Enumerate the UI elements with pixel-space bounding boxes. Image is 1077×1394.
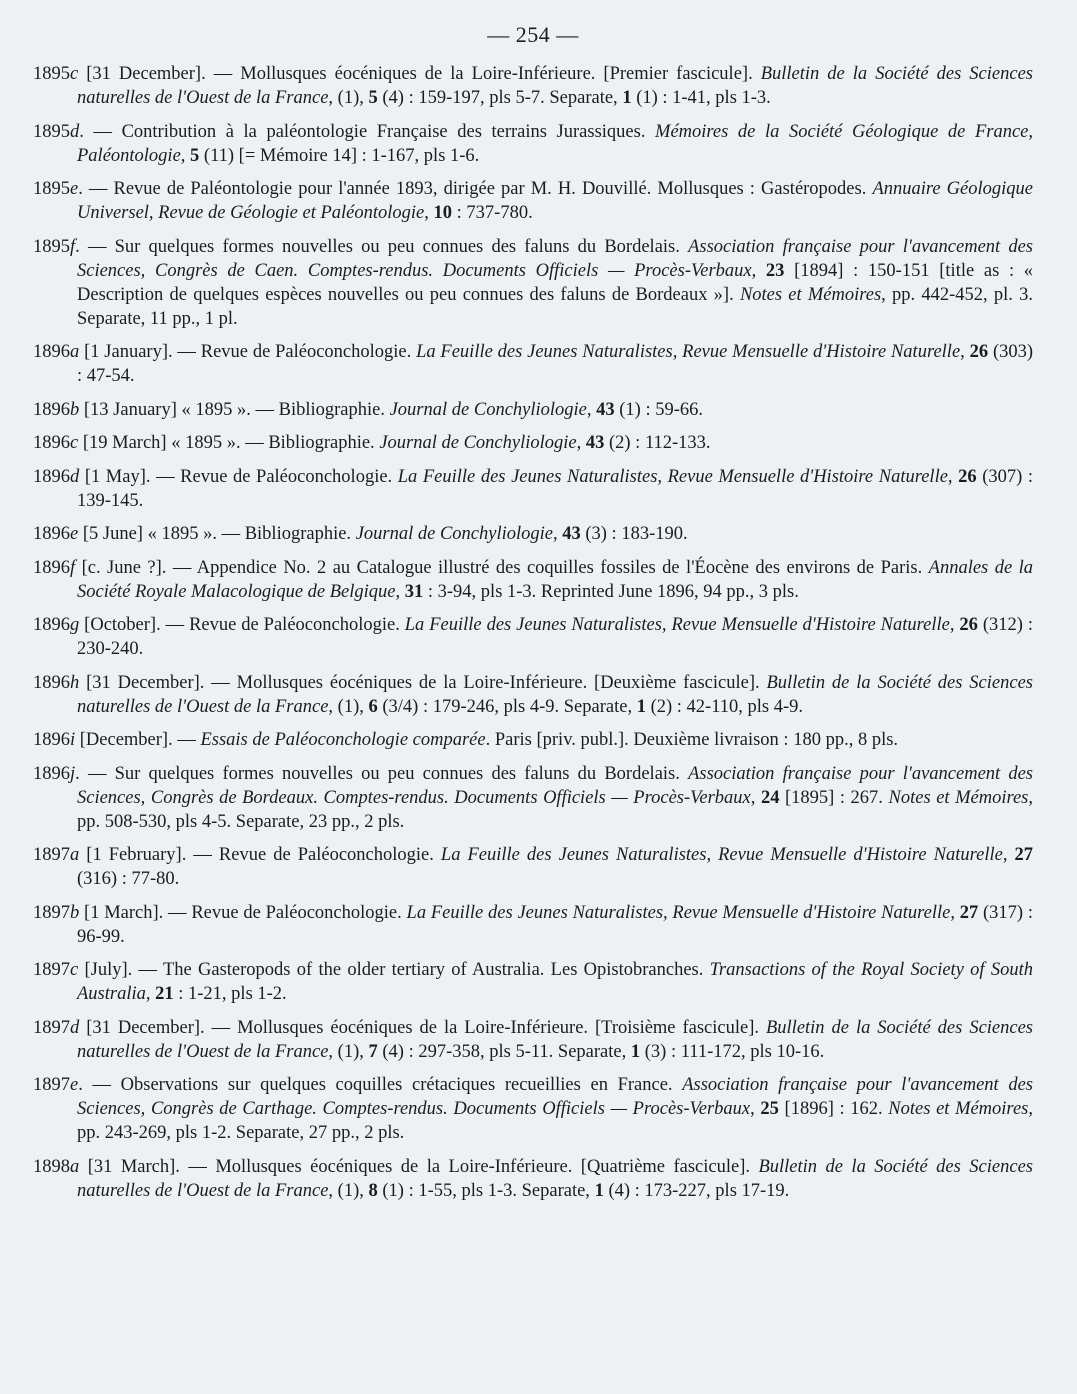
volume-number: 25 xyxy=(760,1099,779,1119)
volume-number: 27 xyxy=(959,902,979,923)
entry-text: , xyxy=(395,581,405,602)
italic-text: Association française pour l'avancement des Sciences, Congrès de Caen. Comptes-rendus. Documents Officiels — Procès-Verbaux xyxy=(77,236,1034,281)
volume-number: 27 xyxy=(1014,845,1033,865)
volume-number: 24 xyxy=(760,787,780,808)
entry-text: , xyxy=(180,145,191,166)
entry-text: [13 January] « 1895 ». — Bibliographie. xyxy=(79,399,390,420)
volume-number: 1 xyxy=(636,696,646,717)
italic-text: Notes et Mémoires xyxy=(888,1099,1029,1119)
bibliography-entry-1896j xyxy=(33,762,1033,834)
volume-number: 26 xyxy=(969,342,989,362)
entry-text: [July]. — The Gasteropods of the older tertiary of Australia. Les Opistobranches. xyxy=(78,960,710,980)
entry-text: (3) : 111-172, pls 10-16. xyxy=(640,1041,825,1062)
italic-text: b xyxy=(70,902,80,923)
italic-text: e xyxy=(70,179,79,199)
entry-text: [c. June ?]. — Appendice No. 2 au Catalogue illustré des coquilles fossiles de l'Éocène des environs de Paris. xyxy=(75,557,929,578)
entry-text: (317) : 96-99. xyxy=(77,902,1033,947)
entry-text: 1896 xyxy=(33,730,70,750)
entry-text: (1) : 1-55, pls 1-3. Separate, xyxy=(377,1180,595,1201)
entry-text: : 1-21, pls 1-2. xyxy=(173,984,287,1004)
bibliography-entry-1896h xyxy=(33,671,1033,719)
italic-text: Bulletin de la Société des Sciences naturelles de l'Ouest de la France xyxy=(77,672,1033,717)
italic-text: Journal de Conchyliologie xyxy=(379,433,577,453)
bibliography-entry-1896b xyxy=(33,398,1033,422)
italic-text: h xyxy=(70,672,80,693)
entry-text: 1896 xyxy=(33,557,70,578)
italic-text: Notes et Mémoires xyxy=(888,787,1029,808)
bibliography-entry-1895c xyxy=(33,62,1033,110)
italic-text: e xyxy=(70,524,79,544)
italic-text: e xyxy=(70,1075,79,1095)
entry-text: . — Observations sur quelques coquilles crétaciques recueillies en France. xyxy=(78,1075,683,1095)
bibliography-entry-1896g xyxy=(33,613,1033,661)
italic-text: La Feuille des Jeunes Naturalistes, Revue Mensuelle d'Histoire Naturelle xyxy=(440,845,1003,865)
entry-text: . — Sur quelques formes nouvelles ou peu connues des faluns du Bordelais. xyxy=(75,236,689,257)
entry-text: , xyxy=(949,615,960,635)
entry-text: (2) : 42-110, pls 4-9. xyxy=(645,696,804,717)
italic-text: a xyxy=(70,342,80,362)
entry-text: 1896 xyxy=(33,342,70,362)
entry-text: [1 May]. — Revue de Paléoconchologie. xyxy=(79,466,398,487)
entry-text: , (1), xyxy=(328,88,369,108)
italic-text: c xyxy=(70,64,79,84)
italic-text: Annuaire Géologique Universel, Revue de Géologie et Paléontologie xyxy=(77,179,1033,223)
volume-number: 8 xyxy=(368,1180,378,1201)
entry-text: , xyxy=(950,902,960,923)
italic-text: Association française pour l'avancement des Sciences, Congrès de Carthage. Comptes-rendus. Documents Officiels — Procès-Verbaux xyxy=(77,1075,1033,1119)
entry-text: 1895 xyxy=(33,236,70,257)
volume-number: 5 xyxy=(368,88,378,108)
entry-text: (1) : 1-41, pls 1-3. xyxy=(631,88,771,108)
entry-text: , xyxy=(750,1099,761,1119)
entry-text: (1) : 59-66. xyxy=(614,399,704,420)
volume-number: 7 xyxy=(368,1041,378,1062)
italic-text: Transactions of the Royal Society of South Australia xyxy=(77,960,1033,1004)
entry-text: 1896 xyxy=(33,672,70,693)
italic-text: La Feuille des Jeunes Naturalistes, Revue Mensuelle d'Histoire Naturelle xyxy=(404,615,950,635)
italic-text: La Feuille des Jeunes Naturalistes, Revue Mensuelle d'Histoire Naturelle xyxy=(397,466,948,487)
entry-text: . — Revue de Paléontologie pour l'année 1893, dirigée par M. H. Douvillé. Mollusques : Gastéropodes. xyxy=(78,179,873,199)
entry-text: 1896 xyxy=(33,399,70,420)
bibliography-entry-1897e xyxy=(33,1073,1033,1145)
entry-text: . — Contribution à la paléontologie Française des terrains Jurassiques. xyxy=(79,121,656,142)
volume-number: 43 xyxy=(562,524,581,544)
italic-text: La Feuille des Jeunes Naturalistes, Revue Mensuelle d'Histoire Naturelle xyxy=(416,342,961,362)
italic-text: La Feuille des Jeunes Naturalistes, Revue Mensuelle d'Histoire Naturelle xyxy=(406,902,951,923)
entry-text: [1 March]. — Revue de Paléoconchologie. xyxy=(79,902,407,923)
entry-text: 1895 xyxy=(33,179,70,199)
entry-text: (4) : 297-358, pls 5-11. Separate, xyxy=(377,1041,631,1062)
entry-text: . Paris [priv. publ.]. Deuxième livraison : 180 pp., 8 pls. xyxy=(485,730,899,750)
page-number: — 254 — xyxy=(487,22,579,47)
entry-text: [1894] : 150-151 [title as : « Description de quelques espèces nouvelles ou peu connues des faluns de Bordeaux »]. xyxy=(77,260,1034,305)
entry-text: (307) : 139-145. xyxy=(77,466,1033,511)
entry-text: , pp. 442-452, pl. 3. Separate, 11 pp., 1 pl. xyxy=(77,284,1033,329)
italic-text: Association française pour l'avancement des Sciences, Congrès de Bordeaux. Comptes-rendus. Documents Officiels — Procès-Verbaux xyxy=(77,763,1034,808)
volume-number: 1 xyxy=(622,88,632,108)
volume-number: 5 xyxy=(190,145,200,166)
entry-text: 1896 xyxy=(33,466,70,487)
italic-text: i xyxy=(70,730,76,750)
bibliography-entry-1897c xyxy=(33,958,1033,1006)
entry-text: 1896 xyxy=(33,615,70,635)
italic-text: Bulletin de la Société des Sciences naturelles de l'Ouest de la France xyxy=(77,64,1033,108)
entry-text: (312) : 230-240. xyxy=(77,615,1033,659)
bibliography-entry-1897d xyxy=(33,1016,1033,1064)
italic-text: j xyxy=(70,763,76,784)
volume-number: 1 xyxy=(594,1180,604,1201)
entry-text: : 3-94, pls 1-3. Reprinted June 1896, 94 pp., 3 pls. xyxy=(423,581,799,602)
entry-text: 1897 xyxy=(33,902,70,923)
italic-text: g xyxy=(70,615,80,635)
entry-text: [31 December]. — Mollusques éocéniques de la Loire-Inférieure. [Deuxième fascicule]. xyxy=(79,672,767,693)
entry-text: , xyxy=(947,466,959,487)
entry-text: 1895 xyxy=(33,121,70,142)
volume-number: 10 xyxy=(433,203,453,223)
entry-text: 1898 xyxy=(33,1156,70,1177)
bibliography-entry-1896e xyxy=(33,522,1033,546)
bibliography-entry-1896a xyxy=(33,340,1033,388)
entry-text: [1895] : 267. xyxy=(779,787,889,808)
volume-number: 43 xyxy=(596,399,615,420)
entry-text: , xyxy=(576,433,586,453)
bibliography-entry-1897b xyxy=(33,901,1033,949)
italic-text: f xyxy=(70,557,76,578)
italic-text: a xyxy=(70,845,80,865)
entry-text: , xyxy=(960,342,970,362)
volume-number: 43 xyxy=(585,433,605,453)
italic-text: Journal de Conchyliologie xyxy=(389,399,587,420)
entry-text: , (1), xyxy=(328,696,369,717)
volume-number: 31 xyxy=(404,581,424,602)
entry-text: : 737-780. xyxy=(452,203,533,223)
entry-text: (316) : 77-80. xyxy=(77,869,180,889)
entry-text: 1897 xyxy=(33,960,70,980)
entry-text: [1 February]. — Revue de Paléoconchologie. xyxy=(79,845,441,865)
entry-text: [19 March] « 1895 ». — Bibliographie. xyxy=(78,433,380,453)
volume-number: 26 xyxy=(959,615,978,635)
italic-text: b xyxy=(70,399,80,420)
italic-text: d xyxy=(70,1017,80,1038)
entry-text: , xyxy=(424,203,434,223)
bibliography-entry-1895d xyxy=(33,120,1033,168)
entry-text: (4) : 173-227, pls 17-19. xyxy=(603,1180,790,1201)
entry-text: 1896 xyxy=(33,433,70,453)
bibliography-entry-1895e xyxy=(33,177,1033,225)
bibliography-entry-1896c xyxy=(33,431,1033,455)
entry-text: , xyxy=(552,524,563,544)
italic-text: Annales de la Société Royale Malacologique de Belgique xyxy=(77,557,1033,602)
entry-text: , xyxy=(145,984,156,1004)
entry-text: [October]. — Revue de Paléoconchologie. xyxy=(79,615,405,635)
entry-text: [December]. — xyxy=(75,730,201,750)
italic-text: f xyxy=(70,236,76,257)
entry-text: (11) [= Mémoire 14] : 1-167, pls 1-6. xyxy=(199,145,480,166)
italic-text: Bulletin de la Société des Sciences naturelles de l'Ouest de la France xyxy=(77,1156,1033,1201)
entry-text: 1895 xyxy=(33,64,70,84)
volume-number: 26 xyxy=(958,466,977,487)
italic-text: Essais de Paléoconchologie comparée xyxy=(200,730,486,750)
entry-text: , xyxy=(586,399,597,420)
entry-text: , (1), xyxy=(328,1180,369,1201)
entry-text: [31 December]. — Mollusques éocéniques de la Loire-Inférieure. [Troisième fascicule]. xyxy=(79,1017,766,1038)
italic-text: d xyxy=(70,466,80,487)
entry-text: 1897 xyxy=(33,1075,70,1095)
italic-text: Mémoires de la Société Géologique de France, Paléontologie xyxy=(77,121,1033,166)
entry-text: , (1), xyxy=(328,1041,369,1062)
entry-text: (2) : 112-133. xyxy=(604,433,711,453)
italic-text: d xyxy=(70,121,80,142)
entry-text: . — Sur quelques formes nouvelles ou peu connues des faluns du Bordelais. xyxy=(75,763,689,784)
volume-number: 23 xyxy=(765,260,785,281)
italic-text: Bulletin de la Société des Sciences naturelles de l'Ouest de la France xyxy=(77,1017,1033,1062)
italic-text: a xyxy=(70,1156,80,1177)
entry-text: , xyxy=(751,260,766,281)
entry-text: [31 December]. — Mollusques éocéniques de la Loire-Inférieure. [Premier fascicule]. xyxy=(78,64,761,84)
italic-text: Notes et Mémoires xyxy=(739,284,882,305)
entry-text: (3) : 183-190. xyxy=(580,524,688,544)
bibliography-entry-1896d xyxy=(33,465,1033,513)
entry-text: [5 June] « 1895 ». — Bibliographie. xyxy=(78,524,356,544)
entry-text: , pp. 243-269, pls 1-2. Separate, 27 pp., 2 pls. xyxy=(77,1099,1033,1143)
entry-text: 1897 xyxy=(33,845,70,865)
bibliography-entry-1898a xyxy=(33,1155,1033,1203)
entry-text: (303) : 47-54. xyxy=(77,342,1034,386)
entry-text: [31 March]. — Mollusques éocéniques de la Loire-Inférieure. [Quatrième fascicule]. xyxy=(79,1156,759,1177)
entry-text: [1896] : 162. xyxy=(778,1099,889,1119)
volume-number: 1 xyxy=(630,1041,641,1062)
entry-text: 1897 xyxy=(33,1017,70,1038)
italic-text: Journal de Conchyliologie xyxy=(355,524,553,544)
bibliography-entry-1896f xyxy=(33,556,1033,604)
entry-text: 1896 xyxy=(33,763,70,784)
entry-text: (4) : 159-197, pls 5-7. Separate, xyxy=(377,88,623,108)
entry-text: , xyxy=(750,787,761,808)
volume-number: 6 xyxy=(368,696,378,717)
entry-text: (3/4) : 179-246, pls 4-9. Separate, xyxy=(377,696,637,717)
italic-text: c xyxy=(70,433,79,453)
entry-text: [1 January]. — Revue de Paléoconchologie. xyxy=(79,342,417,362)
bibliography-list xyxy=(33,62,1033,1203)
bibliography-entry-1896i xyxy=(33,728,1033,752)
entry-text: , pp. 508-530, pls 4-5. Separate, 23 pp., 2 pls. xyxy=(77,787,1034,832)
volume-number: 21 xyxy=(155,984,174,1004)
bibliography-entry-1895f xyxy=(33,235,1033,331)
bibliography-entry-1897a xyxy=(33,843,1033,891)
entry-text: , xyxy=(1002,845,1015,865)
entry-text: 1896 xyxy=(33,524,70,544)
italic-text: c xyxy=(70,960,79,980)
